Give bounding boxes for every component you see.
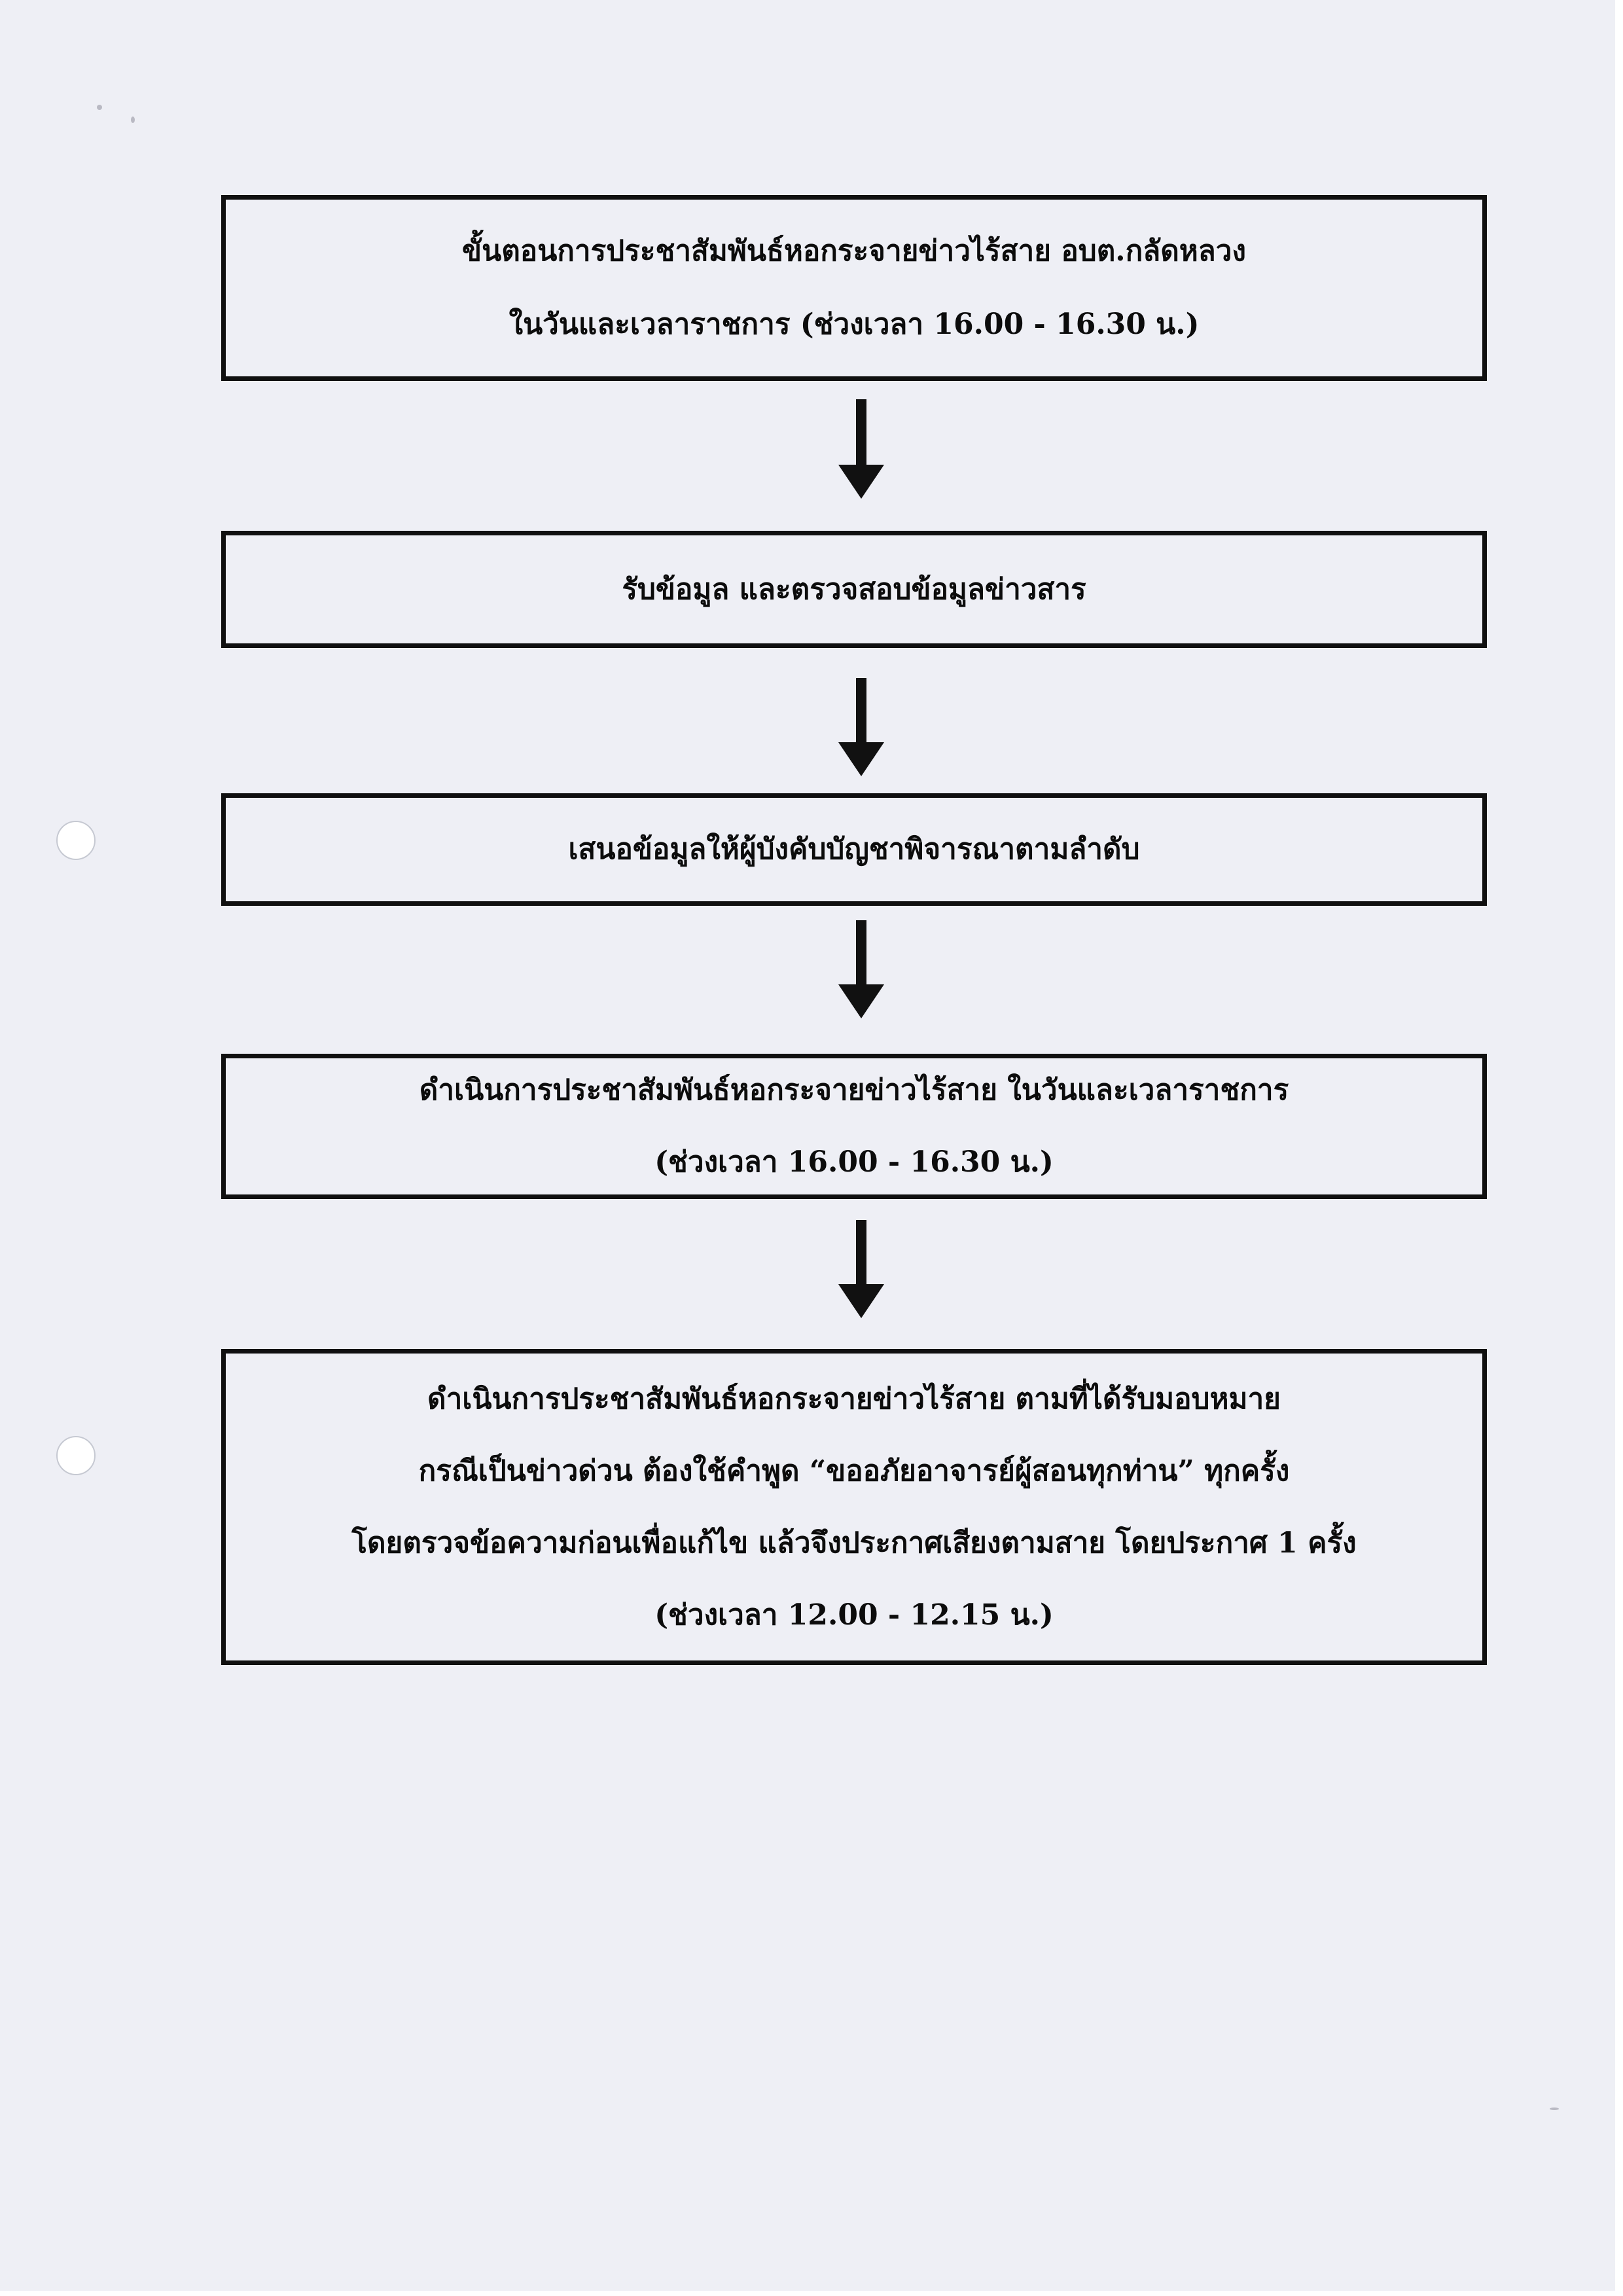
paper-speck (97, 105, 102, 110)
flow-step-box (221, 1054, 1487, 1199)
flow-step-text: โดยตรวจข้อความก่อนเพื่อแก้ไข แล้วจึงประกาศเสียงตามสาย โดยประกาศ 1 ครั้ง (351, 1526, 1357, 1560)
flow-step-text: (ช่วงเวลา 16.00 - 16.30 น.) (654, 1145, 1054, 1179)
punch-hole-icon (56, 821, 96, 860)
arrow-shaft (856, 399, 866, 466)
arrow-shaft (856, 920, 866, 986)
flow-step-text: รับข้อมูล และตรวจสอบข้อมูลข่าวสาร (622, 572, 1086, 606)
flow-step-text: ดำเนินการประชาสัมพันธ์หอกระจายข่าวไร้สาย ตามที่ได้รับมอบหมาย (427, 1382, 1281, 1416)
page-edge (0, 2291, 1623, 2296)
arrow-shaft (856, 678, 866, 744)
page-edge (1615, 0, 1623, 2296)
flow-step-box (221, 1349, 1487, 1665)
down-arrow-icon (838, 678, 884, 776)
down-arrow-icon (838, 1220, 884, 1318)
flow-step-text: ในวันและเวลาราชการ (ช่วงเวลา 16.00 - 16.30 น.) (508, 308, 1200, 341)
paper-speck (131, 117, 135, 123)
arrow-head (838, 1284, 884, 1318)
flow-step-text: เสนอข้อมูลให้ผู้บังคับบัญชาพิจารณาตามลำดับ (568, 833, 1140, 866)
arrow-head (838, 984, 884, 1018)
flow-step-text: กรณีเป็นข่าวด่วน ต้องใช้คำพูด “ขออภัยอาจารย์ผู้สอนทุกท่าน” ทุกครั้ง (418, 1454, 1290, 1488)
flow-step-text: (ช่วงเวลา 12.00 - 12.15 น.) (654, 1598, 1054, 1632)
flow-step-title-box (221, 195, 1487, 381)
arrow-shaft (856, 1220, 866, 1285)
arrow-head (838, 465, 884, 499)
flow-step-text: ขั้นตอนการประชาสัมพันธ์หอกระจายข่าวไร้สาย อบต.กลัดหลวง (462, 234, 1246, 268)
flow-step-box (221, 531, 1487, 648)
flow-step-text: ดำเนินการประชาสัมพันธ์หอกระจายข่าวไร้สาย ในวันและเวลาราชการ (419, 1073, 1289, 1107)
punch-hole-icon (56, 1436, 96, 1475)
arrow-head (838, 742, 884, 776)
paper-speck (1550, 2108, 1559, 2110)
down-arrow-icon (838, 399, 884, 499)
down-arrow-icon (838, 920, 884, 1018)
flow-step-box (221, 793, 1487, 906)
